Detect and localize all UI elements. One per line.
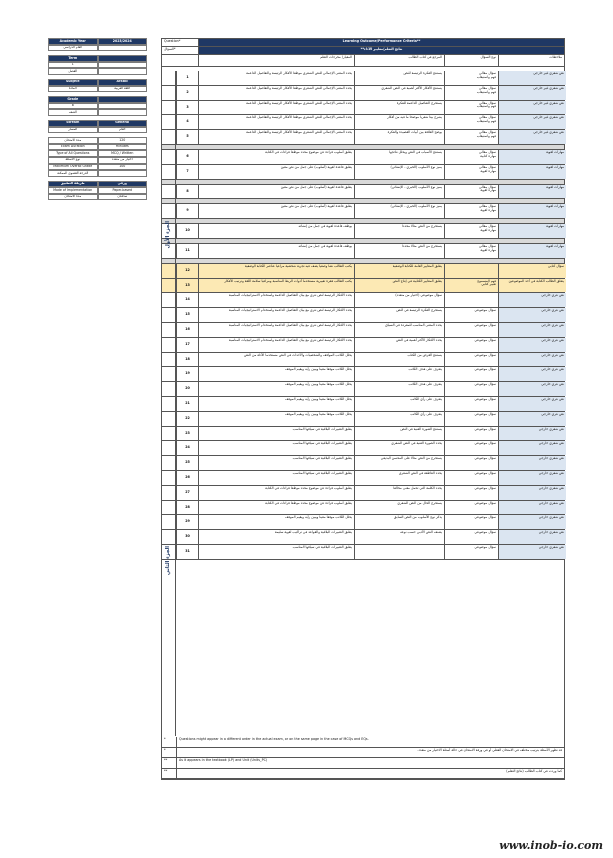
info-row [48, 96, 147, 103]
book-reference: يستنتج الغرض من الكتاب [354, 353, 444, 367]
question-notes: نص شعري خارجي [498, 545, 566, 559]
footnote-row [162, 758, 564, 769]
question-type: سؤال موضوعي [444, 367, 498, 381]
question-number: 19 [176, 367, 198, 381]
footnote-row [162, 737, 564, 748]
question-notes: مهارات لغوية [498, 185, 566, 199]
question-type: سؤال موضوعي [444, 486, 498, 500]
question-type: سؤال موضوعي [444, 308, 498, 322]
question-number: 13 [176, 279, 198, 293]
learning-outcome: يحلل الكاتب موقفا معينا ويبين رأيه ويقيم الموقف [198, 367, 354, 381]
learning-outcome: يكتب الطالب نصا وصفيا يصف فيه تجربة شخصية مراعيا عناصر الكتابة الوصفية [198, 264, 354, 278]
learning-outcome: يطبق أسلوب قراءة عن موضوع محدد موظفا قراءات في الكتابة [198, 486, 354, 500]
question-row [162, 71, 564, 86]
exam-blueprint-table [161, 38, 565, 780]
question-label-ar: السؤال* [164, 47, 176, 51]
learning-outcome: يكتب الطالب فقرة تعبيرية مستخدما أدوات الربط المناسبة ومراعيا سلامة اللغة وترتيب الأفكار [198, 279, 354, 293]
info-row [48, 38, 147, 45]
question-type: سؤال موضوعي [444, 530, 498, 544]
header-outcome: المعيار/ مخرجات التعلم [198, 55, 354, 66]
book-reference: يحدد الأفكار الأكثر أهمية في النص [354, 338, 444, 352]
learning-outcome: يحلل الكاتب موقفا معينا ويبين رأيه ويقيم الموقف [198, 397, 354, 411]
question-notes: نص شعري خارجي [498, 501, 566, 515]
footnote-mark: ** [164, 768, 168, 773]
header-blank [162, 55, 198, 66]
header-notes: ملاحظات [498, 55, 564, 66]
footnote-text: كما وردت في كتاب الطالب (نتائج التعلم) [176, 769, 564, 779]
question-type [444, 264, 498, 278]
question-type: سؤال موضوعي [444, 456, 498, 470]
question-notes: نص نثري خارجي [498, 382, 566, 396]
question-notes: نص نثري خارجي [498, 367, 566, 381]
question-row [162, 353, 564, 368]
learning-outcome: يحدد المعنى الإجمالي للنص الشعري موظفا الأفكار الرئيسة والتفاصيل الداعمة [198, 86, 354, 100]
info-cell: Academic Year [48, 38, 98, 45]
info-cell: اختيار من متعدد [98, 157, 148, 164]
book-reference: يصنف النص الأدبي حسب نوعه [354, 530, 444, 544]
question-notes: نص نثري خارجي [498, 397, 566, 411]
question-number: 26 [176, 471, 198, 485]
learning-outcome: يحدد الأفكار الرئيسة لنص نثري مع بيان التفاصيل الداعمة واستخدام الاستراتيجيات المناسبة [198, 338, 354, 352]
question-type: سؤال مقالي مهارة لغوية [444, 165, 498, 179]
info-row [48, 45, 147, 52]
question-label: Question* [164, 39, 181, 43]
learning-outcome: يحدد المعنى الإجمالي للنص الشعري موظفا الأفكار الرئيسة والتفاصيل الداعمة [198, 115, 354, 129]
info-cell: Grade [48, 96, 98, 103]
info-row [48, 157, 147, 164]
question-notes: نص نثري خارجي [498, 293, 566, 307]
question-number: 20 [176, 382, 198, 396]
question-notes: مهارات لغوية [498, 150, 566, 164]
question-number: 2 [176, 86, 198, 100]
question-notes: نص نثري خارجي [498, 412, 566, 426]
header-row-3 [162, 55, 564, 67]
learning-outcome: يطبق التعبيرات البلاغية في سياقها المناسب [198, 441, 354, 455]
question-number: 23 [176, 427, 198, 441]
book-reference: يتعرف على رأي الكاتب [354, 412, 444, 426]
question-type: سؤال موضوعي [444, 353, 498, 367]
learning-outcome: يطبق قاعدة لغوية (أسلوب) على جمل من نص معين [198, 165, 354, 179]
header-title-en: Learning Outcome/Performance Criteria** [198, 39, 564, 46]
info-cell: Subject [48, 79, 98, 86]
info-cell: الصف [48, 109, 98, 116]
question-row [162, 204, 564, 219]
question-type: سؤال موضوعي [444, 382, 498, 396]
info-cell: الفصل [48, 68, 98, 75]
question-notes: يتعلق الطالب الكتابة في أحد الموضوعين [498, 279, 566, 293]
footnote-text: قد تظهر الأسئلة بترتيب مختلف في الامتحان الفعلي أو في ورقة الامتحان في حالة أسئلة الاختيار من متعدد. [176, 748, 564, 758]
question-row [162, 397, 564, 412]
info-cell: 2023/2024 [98, 38, 148, 45]
info-cell [98, 45, 148, 52]
learning-outcome: يطبق قاعدة لغوية (أسلوب) على جمل من نص معين [198, 204, 354, 218]
info-row [48, 137, 147, 144]
question-notes: نص نثري خارجي [498, 323, 566, 337]
info-row [48, 62, 147, 69]
question-row [162, 367, 564, 382]
info-cell [98, 55, 148, 62]
section-part-one-label: الجزء الأول [165, 221, 171, 249]
header-row-1 [162, 39, 564, 47]
info-cell: المادة [48, 86, 98, 93]
footnote-mark: ** [164, 758, 168, 762]
question-number: 21 [176, 397, 198, 411]
question-row [162, 427, 564, 442]
question-type: سؤال موضوعي [444, 427, 498, 441]
book-reference: يستخرج التفاصيل الداعمة للفكرة [354, 101, 444, 115]
book-reference: سؤال موضوعي (اختيار من متعدد) [354, 293, 444, 307]
question-row [162, 150, 564, 165]
question-notes: نص شعري خارجي [498, 441, 566, 455]
info-row [48, 144, 147, 151]
question-row [162, 86, 564, 101]
question-type: سؤال مقالي فهم واستيعاب [444, 115, 498, 129]
info-row [48, 181, 147, 188]
header-row-2 [162, 47, 564, 55]
question-row [162, 279, 564, 294]
book-reference: يستخرج من النص مثالا محددا [354, 244, 444, 258]
question-row [162, 545, 564, 560]
question-type: سؤال مقالي مهارة كتابية [444, 150, 498, 164]
question-notes: نص شعري خارجي [498, 427, 566, 441]
question-notes: نص شعري غير خارجي [498, 130, 566, 144]
learning-outcome: يطبق التعبيرات البلاغية في سياقها المناسب [198, 456, 354, 470]
info-cell: Type of All Questions [48, 150, 98, 157]
question-number: 29 [176, 515, 198, 529]
info-row [48, 109, 147, 116]
question-type: فهم المسموع تعبير كتابي [444, 279, 498, 293]
question-row [162, 264, 564, 279]
question-row [162, 101, 564, 116]
book-reference: يحدد العاطفة في النص الشعري [354, 471, 444, 485]
info-cell: المسار [48, 127, 98, 134]
info-cell [98, 62, 148, 69]
question-type: سؤال موضوعي [444, 397, 498, 411]
question-type: سؤال مقالي فهم واستيعاب [444, 130, 498, 144]
learning-outcome: يحدد المعنى الإجمالي للنص الشعري موظفا الأفكار الرئيسة والتفاصيل الداعمة [198, 71, 354, 85]
question-notes: نص شعري غير خارجي [498, 101, 566, 115]
footnote-row [162, 769, 564, 780]
question-row [162, 412, 564, 427]
info-cell: General [98, 120, 148, 127]
question-type: سؤال مقالي مهارة لغوية [444, 185, 498, 199]
question-number: 16 [176, 323, 198, 337]
question-notes: مهارات لغوية [498, 244, 566, 258]
info-row [48, 86, 147, 93]
info-cell: minutes [98, 144, 148, 151]
book-reference: يحدد المعنى المناسب للمفردة في السياق [354, 323, 444, 337]
book-reference: يستنتج الأسباب في النص ويحلل نتائجها [354, 150, 444, 164]
learning-outcome: يوظف قاعدة لغوية في جمل من إنشائه [198, 244, 354, 258]
book-reference: يستنتج الفكرة الرئيسة للنص [354, 71, 444, 85]
book-reference: يستخرج من النص مثالا على المحسن البديعي [354, 456, 444, 470]
learning-outcome: يحدد الأفكار الرئيسة لنص نثري مع بيان التفاصيل الداعمة واستخدام الاستراتيجيات المناسبة [198, 293, 354, 307]
book-reference: يذكر نوع الأسلوب من النص السابق [354, 515, 444, 529]
learning-outcome: يطبق التعبيرات البلاغية في سياقها المناسب [198, 427, 354, 441]
question-type: سؤال مقالي فهم واستيعاب [444, 101, 498, 115]
question-notes: نص شعري خارجي [498, 530, 566, 544]
question-row [162, 456, 564, 471]
book-reference: يميز نوع الأسلوب (الخبري - الإنشائي) [354, 204, 444, 218]
info-cell [98, 170, 148, 177]
info-cell: Mode of Implementation [48, 187, 98, 194]
question-type: سؤال مقالي فهم واستيعاب [444, 71, 498, 85]
question-row [162, 244, 564, 259]
info-row [48, 68, 147, 75]
info-cell: مدة الامتحان [48, 137, 98, 144]
question-number: 1 [176, 71, 198, 85]
book-reference: يستخرج الفكرة الرئيسة في النص [354, 308, 444, 322]
question-number: 9 [176, 204, 198, 218]
question-number: 10 [176, 224, 198, 238]
question-row [162, 323, 564, 338]
book-reference: يستخرج الحال من النص الشعري [354, 501, 444, 515]
info-cell: العام الدراسي [48, 45, 98, 52]
book-reference: يشرح بيتا شعريا موضحا ما فيه من أفكار [354, 115, 444, 129]
book-reference: يحدد الصورة الفنية في النص الشعري [354, 441, 444, 455]
info-row [48, 55, 147, 62]
info-cell: 8 [48, 103, 98, 110]
book-reference: يتعرف على هدف الكاتب [354, 367, 444, 381]
info-cell [98, 103, 148, 110]
learning-outcome: يحلل الكاتب موقفا معينا ويبين رأيه ويقيم الموقف [198, 382, 354, 396]
question-number: 5 [176, 130, 198, 144]
question-type: سؤال موضوعي [444, 471, 498, 485]
question-notes: نص شعري خارجي [498, 486, 566, 500]
section-part-one [162, 71, 176, 396]
book-reference: يميز نوع الأسلوب (الخبري - الإنشائي) [354, 185, 444, 199]
book-reference: يتعرف على رأي الكاتب [354, 397, 444, 411]
info-row [48, 120, 147, 127]
question-number: 18 [176, 353, 198, 367]
section-part-two [162, 396, 176, 736]
header-type: نوع السؤال [444, 55, 498, 66]
book-reference: يستنتج الصورة الفنية في النص [354, 427, 444, 441]
exam-info-panel [48, 38, 147, 200]
question-notes: نص نثري خارجي [498, 308, 566, 322]
learning-outcome: يوظف قاعدة لغوية في جمل من إنشائه [198, 224, 354, 238]
info-cell: الدرجة القصوى الممكنة [48, 170, 98, 177]
learning-outcome: يحدد الأفكار الرئيسة لنص نثري مع بيان التفاصيل الداعمة واستخدام الاستراتيجيات المناسبة [198, 323, 354, 337]
question-type: سؤال موضوعي [444, 545, 498, 559]
question-type: سؤال مقالي فهم واستيعاب [444, 86, 498, 100]
question-row [162, 515, 564, 530]
question-row [162, 165, 564, 180]
question-row [162, 293, 564, 308]
book-reference: يتعرف على هدف الكاتب [354, 382, 444, 396]
footnote-mark: * [164, 747, 166, 752]
question-number: 3 [176, 101, 198, 115]
question-number: 27 [176, 486, 198, 500]
question-number: 24 [176, 441, 198, 455]
learning-outcome: يحدد الأفكار الرئيسة لنص نثري مع بيان التفاصيل الداعمة واستخدام الاستراتيجيات المناسبة [198, 308, 354, 322]
question-number: 7 [176, 165, 198, 179]
question-row [162, 530, 564, 545]
info-cell: MCQ / Written [98, 150, 148, 157]
question-row [162, 224, 564, 239]
learning-outcome: يطبق التعبيرات البلاغية والقواعد في تراكيب لغوية سليمة [198, 530, 354, 544]
question-number: 28 [176, 501, 198, 515]
question-row [162, 115, 564, 130]
footnotes [162, 737, 564, 779]
learning-outcome: يطبق التعبيرات البلاغية في سياقها المناسب [198, 545, 354, 559]
question-notes: نص شعري غير خارجي [498, 86, 566, 100]
question-number: 14 [176, 293, 198, 307]
question-row [162, 471, 564, 486]
info-cell: Exam Duration [48, 144, 98, 151]
question-notes: نص شعري غير خارجي [498, 71, 566, 85]
question-notes: نص نثري خارجي [498, 353, 566, 367]
question-number: 12 [176, 264, 198, 278]
info-cell: Maximum Overall Grade [48, 164, 98, 171]
learning-outcome: يطبق قاعدة لغوية (أسلوب) على جمل من نص معين [198, 185, 354, 199]
footnote-mark: * [164, 737, 166, 741]
question-type [444, 293, 498, 307]
question-notes: نص شعري خارجي [498, 456, 566, 470]
info-cell: Stream [48, 120, 98, 127]
book-reference: يطبق المعايير العامة للكتابة الوصفية [354, 264, 444, 278]
question-row [162, 338, 564, 353]
footnote-text: As it appears in the textbook (LP) and Unit (Units_PC) [176, 758, 564, 768]
question-notes: مهارات لغوية [498, 224, 566, 238]
question-notes: نص نثري خارجي [498, 338, 566, 352]
question-type: سؤال مقالي مهارة لغوية [444, 224, 498, 238]
question-number: 11 [176, 244, 198, 258]
learning-outcome: يطبق التعبيرات البلاغية في سياقها المناسب [198, 471, 354, 485]
question-notes: نص شعري غير خارجي [498, 115, 566, 129]
book-reference: يستنتج الأفكار الأكثر أهمية في النص الشعري [354, 86, 444, 100]
info-cell: طريقة التطبيق [48, 181, 98, 188]
header-reference: المرجع في كتاب الطالب [354, 55, 444, 66]
info-cell: العام [98, 127, 148, 134]
info-cell: ورقي [98, 181, 148, 188]
question-type: سؤال مقالي مهارة لغوية [444, 204, 498, 218]
learning-outcome: يحلل الكاتب المواقف والشخصيات والأحداث في النص مستخدما الأدلة من النص [198, 353, 354, 367]
info-cell: Arabic [98, 79, 148, 86]
footnote-text: Questions might appear in a different order in the actual exam, or on the same page in the case of MCQs and EQs. [176, 737, 564, 747]
section-part-two-label: الجزء الثاني [165, 546, 171, 576]
info-row [48, 187, 147, 194]
info-cell: ساعتان [98, 194, 148, 201]
book-reference: يوضح العلاقة بين أبيات القصيدة والفكرة [354, 130, 444, 144]
question-number: 17 [176, 338, 198, 352]
info-row [48, 164, 147, 171]
question-notes: نص شعري خارجي [498, 515, 566, 529]
info-cell [98, 68, 148, 75]
question-number: 22 [176, 412, 198, 426]
question-row [162, 308, 564, 323]
book-reference: يحدد الكلمة التي تحمل معنى مخالفا [354, 486, 444, 500]
question-row [162, 130, 564, 145]
info-cell: مدة الامتحان [48, 194, 98, 201]
watermark: www.inob-io.com [499, 839, 603, 852]
book-reference: يستخرج من النص مثالا محددا [354, 224, 444, 238]
question-number: 4 [176, 115, 198, 129]
question-type: سؤال موضوعي [444, 323, 498, 337]
question-type: سؤال مقالي مهارة لغوية [444, 244, 498, 258]
info-cell [98, 109, 148, 116]
learning-outcome: يحدد المعنى الإجمالي للنص الشعري موظفا الأفكار الرئيسة والتفاصيل الداعمة [198, 101, 354, 115]
book-reference: يميز نوع الأسلوب (الخبري - الإنشائي) [354, 165, 444, 179]
info-row [48, 150, 147, 157]
question-row [162, 441, 564, 456]
learning-outcome: يحدد المعنى الإجمالي للنص الشعري موظفا الأفكار الرئيسة والتفاصيل الداعمة [198, 130, 354, 144]
question-notes: مهارات لغوية [498, 165, 566, 179]
question-notes: مهارات لغوية [498, 204, 566, 218]
footnote-row [162, 748, 564, 759]
learning-outcome: يطبق أسلوب قراءة عن موضوع محدد موظفا قراءات في الكتابة [198, 150, 354, 164]
info-cell: نوع الأسئلة [48, 157, 98, 164]
info-cell [98, 96, 148, 103]
question-number: 8 [176, 185, 198, 199]
info-row [48, 127, 147, 134]
question-number: 6 [176, 150, 198, 164]
info-row [48, 170, 147, 177]
learning-outcome: يحلل الكاتب موقفا معينا ويبين رأيه ويقيم الموقف [198, 412, 354, 426]
question-number: 31 [176, 545, 198, 559]
question-type: سؤال موضوعي [444, 338, 498, 352]
info-cell: Term [48, 55, 98, 62]
question-row [162, 382, 564, 397]
info-cell: 1 [48, 62, 98, 69]
question-row [162, 501, 564, 516]
book-reference: يطبق المعايير الكتابية في إنتاج النص [354, 279, 444, 293]
question-type: سؤال موضوعي [444, 412, 498, 426]
book-reference [354, 545, 444, 559]
info-cell: 120 [98, 137, 148, 144]
header-title-ar: نتائج التعلم/معايير الأداء** [198, 47, 564, 54]
learning-outcome: يحلل الكاتب موقفا معينا ويبين رأيه ويقيم الموقف [198, 515, 354, 529]
question-number: 15 [176, 308, 198, 322]
question-row [162, 486, 564, 501]
question-notes: سؤال كتابي [498, 264, 566, 278]
info-row [48, 79, 147, 86]
question-row [162, 185, 564, 200]
info-cell: Paper-based [98, 187, 148, 194]
question-notes: نص شعري خارجي [498, 471, 566, 485]
info-row [48, 103, 147, 110]
question-type: سؤال موضوعي [444, 515, 498, 529]
question-type: سؤال موضوعي [444, 501, 498, 515]
question-number: 25 [176, 456, 198, 470]
learning-outcome: يطبق أسلوب قراءة عن موضوع محدد موظفا قراءات في الكتابة [198, 501, 354, 515]
question-type: سؤال موضوعي [444, 441, 498, 455]
info-cell: اللغة العربية [98, 86, 148, 93]
info-row [48, 194, 147, 201]
question-number: 30 [176, 530, 198, 544]
info-cell: 100 [98, 164, 148, 171]
